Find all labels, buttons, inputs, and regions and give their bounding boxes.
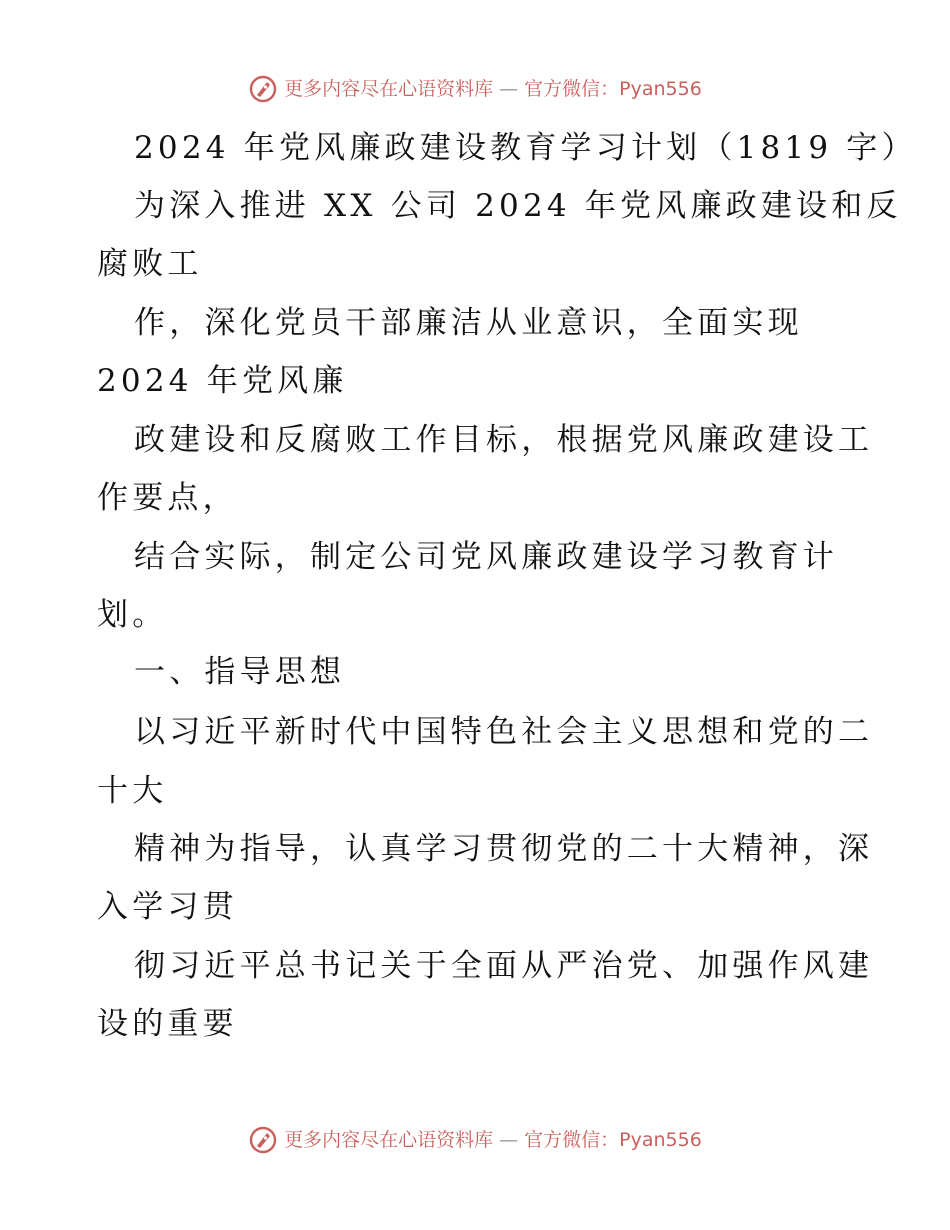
paragraph-line: 精神为指导，认真学习贯彻党的二十大精神，深	[134, 831, 874, 867]
header-watermark	[0, 74, 950, 104]
pen-nib-logo-icon	[248, 1125, 278, 1155]
pen-nib-logo-icon	[248, 74, 278, 104]
paragraph-line: 设的重要	[97, 1006, 238, 1042]
document-title: 2024 年党风廉政建设教育学习计划（1819 字）	[134, 130, 917, 166]
watermark-text: 更多内容尽在心语资料库	[284, 78, 494, 100]
paragraph-line: 入学习贯	[97, 889, 238, 925]
paragraph-line: 彻习近平总书记关于全面从严治党、加强作风建	[134, 948, 874, 984]
paragraph-line: 十大	[97, 773, 168, 809]
watermark-text: 更多内容尽在心语资料库	[284, 1129, 494, 1151]
paragraph-line: 划。	[97, 597, 168, 633]
paragraph-line: 作，深化党员干部廉洁从业意识，全面实现	[134, 305, 803, 341]
footer-watermark	[0, 1125, 950, 1155]
watermark-account: 官方微信：Pyan556	[524, 1129, 702, 1151]
paragraph-line: 为深入推进 XX 公司 2024 年党风廉政建设和反	[134, 188, 902, 224]
paragraph-line: 结合实际，制定公司党风廉政建设学习教育计	[134, 539, 838, 575]
watermark-separator: —	[499, 78, 519, 100]
watermark-separator: —	[499, 1129, 519, 1151]
paragraph-line: 2024 年党风廉	[97, 363, 348, 399]
paragraph-line: 作要点，	[97, 480, 238, 516]
section-heading: 一、指导思想	[134, 654, 346, 690]
paragraph-line: 腐败工	[97, 246, 203, 282]
paragraph-line: 以习近平新时代中国特色社会主义思想和党的二	[134, 714, 874, 750]
watermark-account: 官方微信：Pyan556	[524, 78, 702, 100]
paragraph-line: 政建设和反腐败工作目标，根据党风廉政建设工	[134, 422, 874, 458]
